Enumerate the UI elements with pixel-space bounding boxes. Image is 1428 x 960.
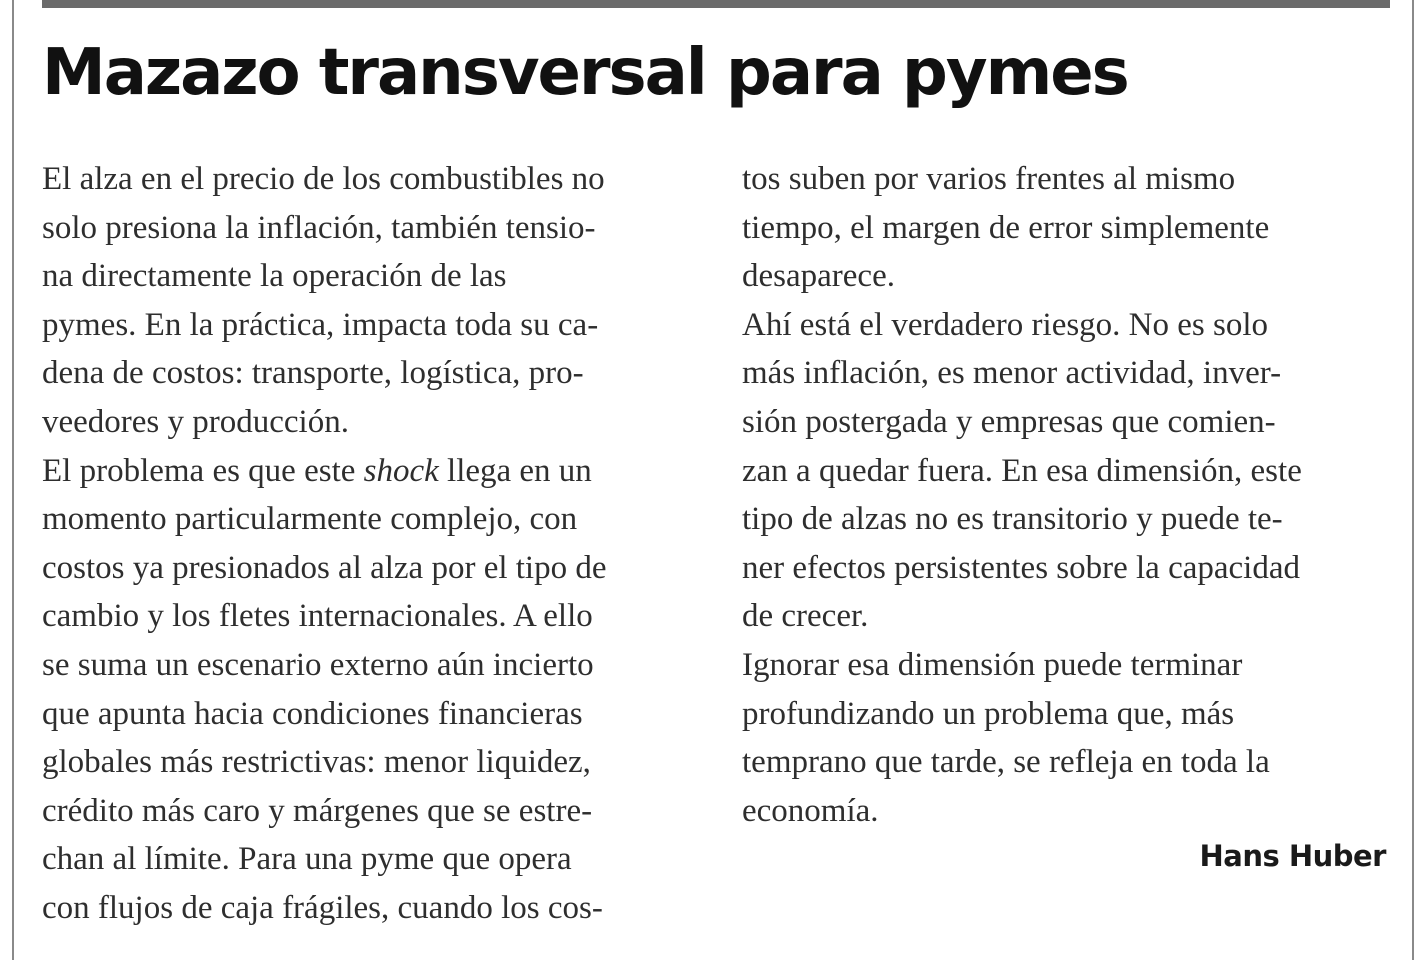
article-column-left <box>42 155 702 933</box>
article-text-line: momento particularmente complejo, con <box>42 501 578 538</box>
article-text-segment: El problema es que este <box>42 452 364 489</box>
article-text-line: que apunta hacia condiciones financieras <box>42 695 583 732</box>
article-text-line: con flujos de caja frágiles, cuando los cos- <box>42 889 603 926</box>
article-text-line: pymes. En la práctica, impacta toda su ca- <box>42 306 599 343</box>
article-text-line: tos suben por varios frentes al mismo <box>742 161 1236 197</box>
article-text-line: de crecer. <box>742 598 869 635</box>
article-text-line: tiempo, el margen de error simplemente <box>742 209 1270 246</box>
article-text-line: veedores y producción. <box>42 403 349 440</box>
article-text-line: se suma un escenario externo aún incierto <box>42 646 594 683</box>
article-text-line: crédito más caro y márgenes que se estre- <box>42 792 593 829</box>
article-text-line: temprano que tarde, se refleja en toda la <box>742 744 1270 781</box>
article-text-line: desaparece. <box>742 258 895 295</box>
article-text-line: costos ya presionados al alza por el tipo de <box>42 549 607 586</box>
page-left-border <box>12 0 14 960</box>
article-text-line: tipo de alzas no es transitorio y puede te- <box>742 501 1283 538</box>
article-text-line: chan al límite. Para una pyme que opera <box>42 841 572 878</box>
article-column-right <box>742 155 1402 835</box>
top-rule <box>42 0 1390 8</box>
article-text-line: globales más restrictivas: menor liquidez, <box>42 744 591 781</box>
article-text-line: cambio y los fletes internacionales. A ello <box>42 598 593 635</box>
article-text-line: ner efectos persistentes sobre la capacidad <box>742 549 1300 586</box>
article-text-line: sión postergada y empresas que comien- <box>742 403 1276 440</box>
article-text-line: más inflación, es menor actividad, inver- <box>742 355 1282 392</box>
article-author: Hans Huber <box>1199 839 1386 873</box>
article-text-line: profundizando un problema que, más <box>742 695 1235 732</box>
article-text-line: Ahí está el verdadero riesgo. No es solo <box>742 306 1269 343</box>
article-text-italic: shock <box>363 452 439 489</box>
article-text-segment: llega en un <box>438 452 592 489</box>
article-text-line: dena de costos: transporte, logística, pro- <box>42 355 584 392</box>
article-text-line: El alza en el precio de los combustibles no <box>42 161 605 197</box>
page-right-border <box>1412 0 1414 960</box>
article-text-line: economía. <box>742 792 879 829</box>
article-text-line: Ignorar esa dimensión puede terminar <box>742 646 1243 683</box>
article-headline: Mazazo transversal para pymes <box>42 36 1128 110</box>
article-text-line: zan a quedar fuera. En esa dimensión, este <box>742 452 1302 489</box>
article-text-line: na directamente la operación de las <box>42 258 507 295</box>
article-text-line <box>42 447 702 496</box>
article-text-line: solo presiona la inflación, también tensio- <box>42 209 596 246</box>
